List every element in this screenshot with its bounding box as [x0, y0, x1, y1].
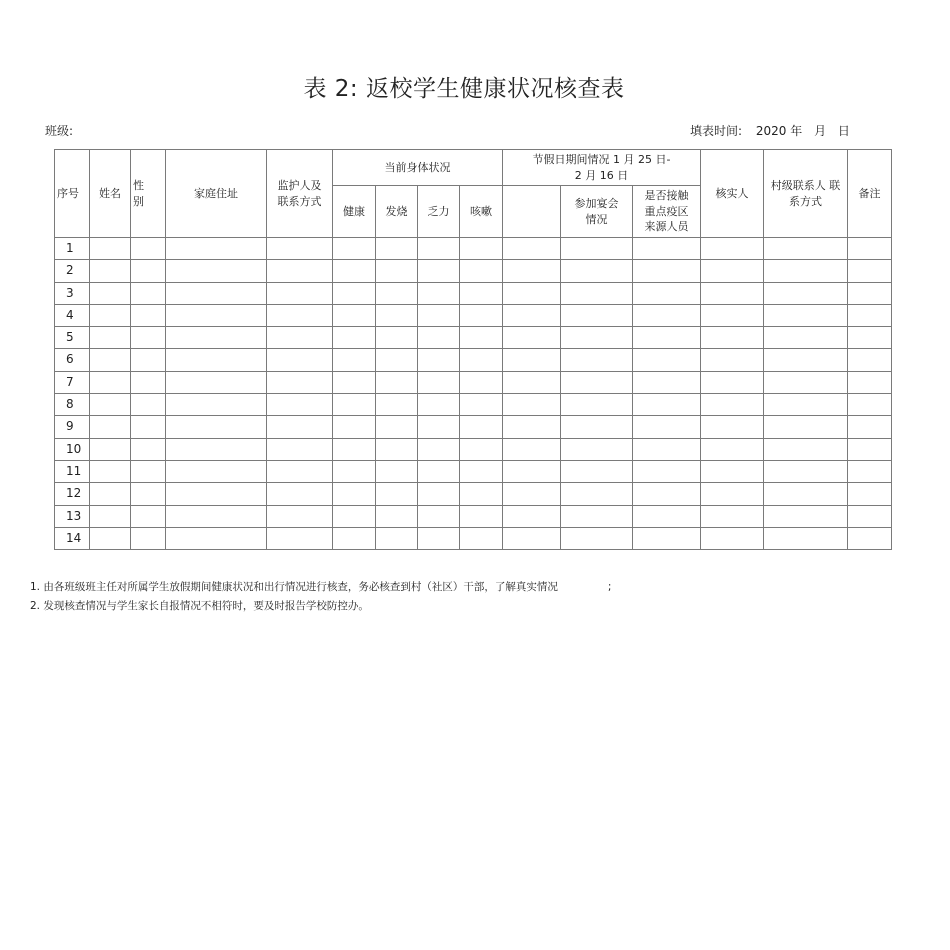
table-cell[interactable] [131, 460, 166, 482]
table-row [55, 349, 892, 371]
table-cell[interactable] [267, 527, 333, 549]
table-cell[interactable] [131, 304, 166, 326]
header-fever: 发烧 [376, 186, 418, 238]
table-cell[interactable] [460, 282, 503, 304]
table-cell[interactable] [90, 304, 131, 326]
table-cell[interactable] [764, 460, 848, 482]
table-cell[interactable] [561, 327, 633, 349]
table-cell[interactable] [131, 327, 166, 349]
table-cell[interactable] [503, 416, 561, 438]
header-blank [503, 186, 561, 238]
table-cell[interactable] [267, 371, 333, 393]
table-cell[interactable] [561, 282, 633, 304]
table-cell[interactable] [90, 349, 131, 371]
table-cell[interactable] [848, 260, 892, 282]
table-cell[interactable] [701, 483, 764, 505]
table-cell[interactable] [701, 349, 764, 371]
table-cell[interactable] [131, 527, 166, 549]
table-cell[interactable] [764, 304, 848, 326]
table-cell[interactable] [701, 505, 764, 527]
table-cell[interactable] [418, 438, 460, 460]
table-cell[interactable] [418, 282, 460, 304]
table-cell[interactable] [701, 460, 764, 482]
table-cell[interactable] [764, 260, 848, 282]
header-banquet: 参加宴会情况 [561, 186, 633, 238]
table-cell[interactable] [166, 327, 267, 349]
table-cell[interactable] [267, 483, 333, 505]
table-cell[interactable] [418, 238, 460, 260]
row-number: 13 [55, 505, 90, 527]
table-cell[interactable] [418, 349, 460, 371]
header-cough: 咳嗽 [460, 186, 503, 238]
table-cell[interactable] [460, 349, 503, 371]
table-cell[interactable] [166, 527, 267, 549]
table-cell[interactable] [166, 505, 267, 527]
table-cell[interactable] [418, 527, 460, 549]
row-number: 14 [55, 527, 90, 549]
table-cell[interactable] [267, 349, 333, 371]
table-cell[interactable] [90, 260, 131, 282]
table-cell[interactable] [333, 282, 376, 304]
table-cell[interactable] [764, 327, 848, 349]
table-cell[interactable] [848, 371, 892, 393]
table-cell[interactable] [503, 460, 561, 482]
row-number: 2 [55, 260, 90, 282]
table-cell[interactable] [267, 304, 333, 326]
table-cell[interactable] [503, 371, 561, 393]
table-cell[interactable] [848, 483, 892, 505]
table-cell[interactable] [701, 416, 764, 438]
header-name: 姓名 [90, 150, 131, 238]
row-number: 1 [55, 238, 90, 260]
table-cell[interactable] [848, 238, 892, 260]
table-cell[interactable] [764, 349, 848, 371]
row-number: 10 [55, 438, 90, 460]
table-cell[interactable] [460, 304, 503, 326]
table-cell[interactable] [267, 260, 333, 282]
table-cell[interactable] [418, 371, 460, 393]
table-cell[interactable] [503, 327, 561, 349]
note-1-text: 1. 由各班级班主任对所属学生放假期间健康状况和出行情况进行核查，务必核查到村（社区）干部，了解真实情况 [30, 581, 558, 593]
table-cell[interactable] [376, 238, 418, 260]
header-gender: 性别 [131, 150, 166, 238]
table-cell[interactable] [90, 371, 131, 393]
header-address: 家庭住址 [166, 150, 267, 238]
table-cell[interactable] [333, 260, 376, 282]
row-number: 5 [55, 327, 90, 349]
table-cell[interactable] [633, 327, 701, 349]
table-cell[interactable] [561, 527, 633, 549]
table-cell[interactable] [701, 327, 764, 349]
table-cell[interactable] [166, 282, 267, 304]
table-cell[interactable] [503, 505, 561, 527]
table-cell[interactable] [633, 438, 701, 460]
table-cell[interactable] [848, 505, 892, 527]
notes [30, 578, 611, 616]
table-cell[interactable] [376, 282, 418, 304]
table-cell[interactable] [701, 238, 764, 260]
table-cell[interactable] [418, 304, 460, 326]
table-cell[interactable] [90, 438, 131, 460]
table-cell[interactable] [764, 394, 848, 416]
table-cell[interactable] [376, 260, 418, 282]
table-cell[interactable] [561, 394, 633, 416]
table-cell[interactable] [764, 505, 848, 527]
table-cell[interactable] [701, 527, 764, 549]
table-cell[interactable] [166, 460, 267, 482]
table-cell[interactable] [333, 349, 376, 371]
table-cell[interactable] [333, 505, 376, 527]
table-cell[interactable] [848, 327, 892, 349]
holiday-line1: 节假日期间情况 1 月 25 日- [532, 152, 671, 166]
table-cell[interactable] [90, 483, 131, 505]
table-cell[interactable] [503, 438, 561, 460]
table-cell[interactable] [131, 238, 166, 260]
table-cell[interactable] [267, 327, 333, 349]
table-cell[interactable] [460, 505, 503, 527]
table-cell[interactable] [333, 438, 376, 460]
table-cell[interactable] [460, 483, 503, 505]
table-cell[interactable] [633, 371, 701, 393]
table-cell[interactable] [376, 438, 418, 460]
table-cell[interactable] [561, 505, 633, 527]
row-number: 9 [55, 416, 90, 438]
note-2: 2. 发现核查情况与学生家长自报情况不相符时，要及时报告学校防控办。 [30, 600, 369, 612]
table-cell[interactable] [267, 394, 333, 416]
table-row [55, 505, 892, 527]
table-cell[interactable] [376, 394, 418, 416]
table-cell[interactable] [376, 304, 418, 326]
table-cell[interactable] [90, 505, 131, 527]
table-cell[interactable] [633, 505, 701, 527]
table-cell[interactable] [503, 527, 561, 549]
table-row [55, 304, 892, 326]
table-cell[interactable] [131, 438, 166, 460]
table-cell[interactable] [376, 527, 418, 549]
row-number: 8 [55, 394, 90, 416]
table-cell[interactable] [166, 438, 267, 460]
table-cell[interactable] [90, 460, 131, 482]
table-cell[interactable] [503, 238, 561, 260]
table-row [55, 371, 892, 393]
table-cell[interactable] [418, 260, 460, 282]
header-verifier: 核实人 [701, 150, 764, 238]
table-cell[interactable] [376, 460, 418, 482]
table-cell[interactable] [701, 304, 764, 326]
table-cell[interactable] [460, 260, 503, 282]
table-cell[interactable] [701, 282, 764, 304]
month-label: 月 [814, 124, 827, 138]
table-cell[interactable] [848, 527, 892, 549]
table-cell[interactable] [460, 327, 503, 349]
table-cell[interactable] [376, 327, 418, 349]
table-cell[interactable] [418, 460, 460, 482]
table-cell[interactable] [131, 483, 166, 505]
table-cell[interactable] [90, 394, 131, 416]
table-cell[interactable] [418, 394, 460, 416]
table-cell[interactable] [701, 260, 764, 282]
table-cell[interactable] [561, 438, 633, 460]
table-row [55, 238, 892, 260]
table-row [55, 527, 892, 549]
table-cell[interactable] [267, 238, 333, 260]
row-number: 6 [55, 349, 90, 371]
fill-time-label: 填表时间: [690, 124, 743, 138]
table-cell[interactable] [460, 438, 503, 460]
table-cell[interactable] [848, 394, 892, 416]
table-row [55, 460, 892, 482]
table-cell[interactable] [166, 394, 267, 416]
table-cell[interactable] [333, 527, 376, 549]
table-cell[interactable] [166, 483, 267, 505]
row-number: 7 [55, 371, 90, 393]
table-cell[interactable] [633, 304, 701, 326]
table-cell[interactable] [764, 371, 848, 393]
table-cell[interactable] [633, 394, 701, 416]
table-cell[interactable] [561, 416, 633, 438]
table-cell[interactable] [333, 460, 376, 482]
table-cell[interactable] [503, 282, 561, 304]
table-cell[interactable] [333, 371, 376, 393]
table-cell[interactable] [131, 349, 166, 371]
table-row [55, 282, 892, 304]
table-row [55, 260, 892, 282]
table-cell[interactable] [460, 238, 503, 260]
header-village-contact: 村级联系人 联系方式 [764, 150, 848, 238]
table-cell[interactable] [764, 282, 848, 304]
table-cell[interactable] [418, 416, 460, 438]
table-row [55, 416, 892, 438]
table-cell[interactable] [633, 527, 701, 549]
table-cell[interactable] [376, 483, 418, 505]
table-cell[interactable] [333, 327, 376, 349]
table-cell[interactable] [131, 282, 166, 304]
header-fatigue: 乏力 [418, 186, 460, 238]
table-cell[interactable] [267, 282, 333, 304]
table-cell[interactable] [333, 416, 376, 438]
note-1 [30, 578, 611, 597]
table-cell[interactable] [764, 527, 848, 549]
table-cell[interactable] [561, 460, 633, 482]
table-cell[interactable] [267, 460, 333, 482]
header-contact: 是否接触重点疫区来源人员 [633, 186, 701, 238]
table-cell[interactable] [561, 371, 633, 393]
table-cell[interactable] [333, 394, 376, 416]
table-cell[interactable] [267, 416, 333, 438]
table-cell[interactable] [764, 438, 848, 460]
table-cell[interactable] [848, 282, 892, 304]
table-cell[interactable] [131, 394, 166, 416]
note-1-end: ; [607, 581, 612, 593]
table-cell[interactable] [376, 505, 418, 527]
table-cell[interactable] [166, 416, 267, 438]
table-cell[interactable] [848, 304, 892, 326]
table-cell[interactable] [333, 238, 376, 260]
header-seq: 序号 [55, 150, 90, 238]
table-cell[interactable] [633, 282, 701, 304]
table-cell[interactable] [376, 371, 418, 393]
table-cell[interactable] [90, 282, 131, 304]
table-cell[interactable] [561, 304, 633, 326]
table-cell[interactable] [90, 527, 131, 549]
row-number: 3 [55, 282, 90, 304]
table-row [55, 438, 892, 460]
table-cell[interactable] [166, 238, 267, 260]
table-cell[interactable] [848, 438, 892, 460]
table-cell[interactable] [166, 371, 267, 393]
table-cell[interactable] [633, 416, 701, 438]
header-remarks: 备注 [848, 150, 892, 238]
table-cell[interactable] [503, 349, 561, 371]
table-cell[interactable] [90, 327, 131, 349]
table-cell[interactable] [131, 416, 166, 438]
page-title: 表 2: 返校学生健康状况核查表 [303, 76, 625, 102]
table-cell[interactable] [460, 416, 503, 438]
header-guardian: 监护人及联系方式 [267, 150, 333, 238]
table-cell[interactable] [418, 505, 460, 527]
table-cell[interactable] [166, 304, 267, 326]
table-row [55, 483, 892, 505]
table-cell[interactable] [561, 260, 633, 282]
header-holiday [503, 150, 701, 186]
table-cell[interactable] [503, 483, 561, 505]
table-cell[interactable] [166, 349, 267, 371]
table-cell[interactable] [460, 371, 503, 393]
table-cell[interactable] [166, 260, 267, 282]
table-cell[interactable] [561, 483, 633, 505]
table-cell[interactable] [460, 394, 503, 416]
table-cell[interactable] [90, 238, 131, 260]
table-cell[interactable] [701, 394, 764, 416]
table-cell[interactable] [90, 416, 131, 438]
table-cell[interactable] [131, 505, 166, 527]
header-current-health: 当前身体状况 [333, 150, 503, 186]
table-cell[interactable] [333, 304, 376, 326]
table-cell[interactable] [633, 349, 701, 371]
health-check-table [54, 149, 892, 550]
table-cell[interactable] [418, 483, 460, 505]
row-number: 12 [55, 483, 90, 505]
table-cell[interactable] [848, 460, 892, 482]
table-cell[interactable] [764, 416, 848, 438]
table-cell[interactable] [333, 483, 376, 505]
table-cell[interactable] [561, 349, 633, 371]
table-cell[interactable] [764, 483, 848, 505]
table-cell[interactable] [848, 349, 892, 371]
table-cell[interactable] [633, 260, 701, 282]
table-cell[interactable] [764, 238, 848, 260]
table-cell[interactable] [460, 527, 503, 549]
table-cell[interactable] [848, 416, 892, 438]
table-cell[interactable] [376, 349, 418, 371]
table-cell[interactable] [131, 371, 166, 393]
table-cell[interactable] [267, 505, 333, 527]
table-row [55, 394, 892, 416]
class-label: 班级: [45, 124, 74, 138]
row-number: 11 [55, 460, 90, 482]
holiday-line2: 2 月 16 日 [574, 168, 629, 182]
table-cell[interactable] [561, 238, 633, 260]
header-health: 健康 [333, 186, 376, 238]
table-body [55, 238, 892, 550]
table-cell[interactable] [460, 460, 503, 482]
row-number: 4 [55, 304, 90, 326]
table-cell[interactable] [267, 438, 333, 460]
table-cell[interactable] [701, 371, 764, 393]
table-cell[interactable] [503, 304, 561, 326]
year-value: 2020 年 [755, 124, 803, 138]
table-cell[interactable] [633, 460, 701, 482]
day-label: 日 [837, 124, 850, 138]
table-row [55, 327, 892, 349]
table-cell[interactable] [503, 394, 561, 416]
table-cell[interactable] [503, 260, 561, 282]
fill-time [690, 122, 850, 139]
table-cell[interactable] [376, 416, 418, 438]
table-cell[interactable] [633, 483, 701, 505]
table-cell[interactable] [418, 327, 460, 349]
table-cell[interactable] [633, 238, 701, 260]
table-cell[interactable] [131, 260, 166, 282]
table-cell[interactable] [701, 438, 764, 460]
